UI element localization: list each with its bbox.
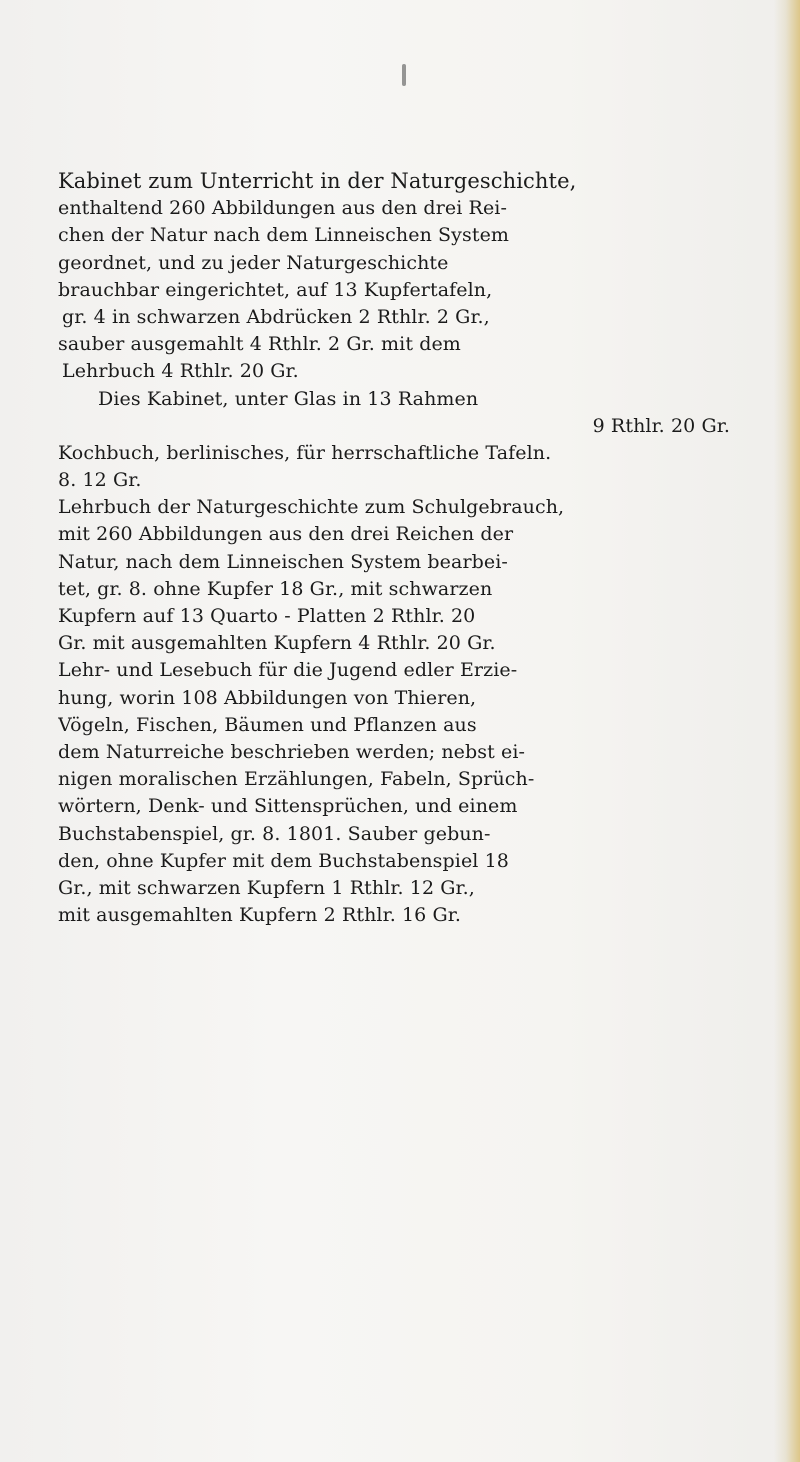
text-line: Natur, nach dem Linneischen System bearbei-	[58, 550, 508, 573]
text-line: 8. 12 Gr.	[58, 469, 142, 492]
text-line: 9 Rthlr. 20 Gr.	[592, 414, 730, 437]
text-line: den, ohne Kupfer mit dem Buchstabenspiel 18	[58, 849, 509, 872]
text-line: Lehrbuch der Naturgeschichte zum Schulgebrauch,	[58, 496, 565, 519]
text-line: Gr., mit schwarzen Kupfern 1 Rthlr. 12 Gr.,	[58, 876, 475, 899]
text-line: Kabinet zum Unterricht in der Naturgeschichte,	[58, 169, 577, 193]
text-line: mit 260 Abbildungen aus den drei Reichen der	[58, 523, 514, 546]
text-line: gr. 4 in schwarzen Abdrücken 2 Rthlr. 2 Gr.,	[62, 305, 490, 328]
text-line: Lehrbuch 4 Rthlr. 20 Gr.	[62, 360, 299, 383]
text-line: Vögeln, Fischen, Bäumen und Pflanzen aus	[58, 713, 477, 736]
text-line: sauber ausgemahlt 4 Rthlr. 2 Gr. mit dem	[58, 333, 461, 356]
text-line: geordnet, und zu jeder Naturgeschichte	[58, 251, 449, 274]
ink-mark	[402, 64, 406, 86]
text-line: Kupfern auf 13 Quarto - Platten 2 Rthlr. 20	[58, 605, 476, 627]
text-line: dem Naturreiche beschrieben werden; nebst ei-	[58, 740, 526, 763]
text-line: brauchbar eingerichtet, auf 13 Kupfertafeln,	[58, 278, 493, 301]
text-line: mit ausgemahlten Kupfern 2 Rthlr. 16 Gr.	[58, 904, 461, 927]
text-line: Gr. mit ausgemahlten Kupfern 4 Rthlr. 20 Gr.	[58, 632, 496, 655]
page-edge-shading	[774, 0, 800, 1462]
text-line: hung, worin 108 Abbildungen von Thieren,	[58, 686, 477, 709]
text-line: enthaltend 260 Abbildungen aus den drei Rei-	[58, 197, 507, 220]
text-line: Kochbuch, berlinisches, für herrschaftliche Tafeln.	[58, 441, 552, 464]
text-line: tet, gr. 8. ohne Kupfer 18 Gr., mit schwarzen	[58, 577, 493, 600]
text-line: wörtern, Denk- und Sittensprüchen, und einem	[58, 795, 518, 818]
text-line: Lehr- und Lesebuch für die Jugend edler Erzie-	[58, 659, 518, 682]
text-line: chen der Natur nach dem Linneischen System	[58, 224, 510, 247]
advertisement-text-block	[58, 168, 744, 929]
text-line: Buchstabenspiel, gr. 8. 1801. Sauber gebun-	[58, 822, 491, 845]
text-line: Dies Kabinet, unter Glas in 13 Rahmen	[98, 387, 479, 410]
text-line: nigen moralischen Erzählungen, Fabeln, Sprüch-	[58, 768, 535, 791]
